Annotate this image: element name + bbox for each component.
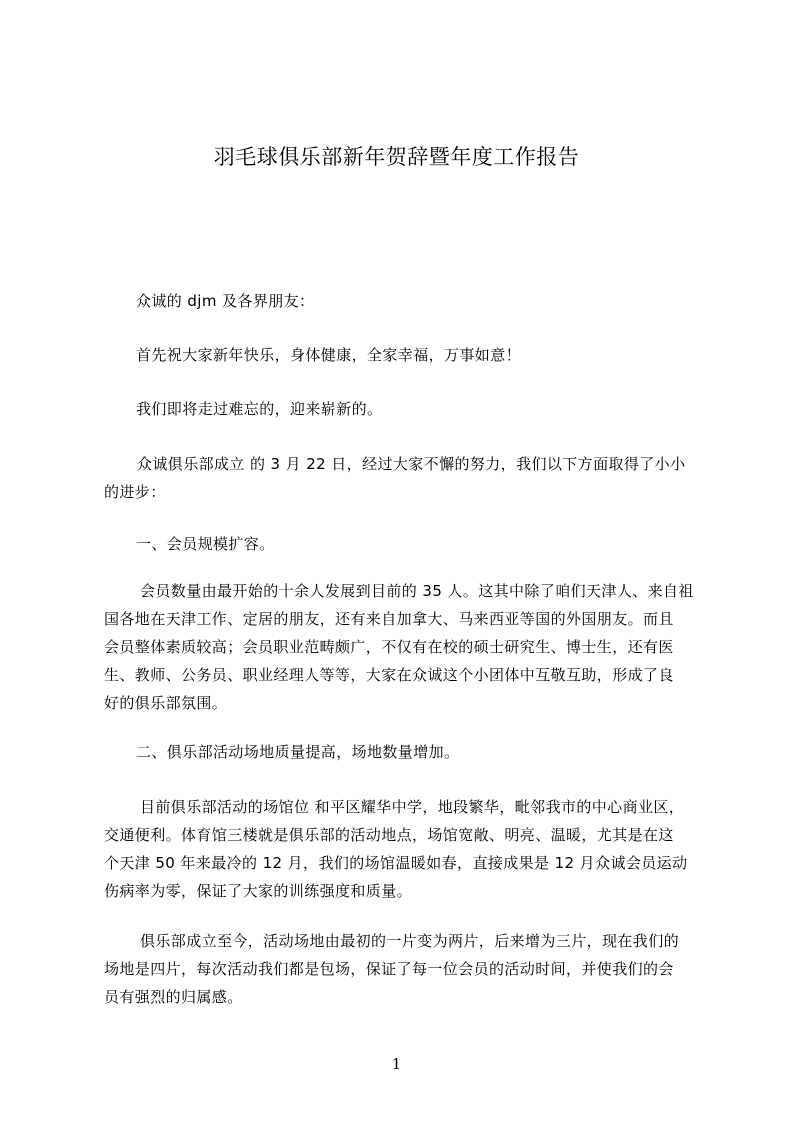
section2-line: 目前俱乐部活动的场馆位 和平区耀华中学，地段繁华，毗邻我市的中心商业区， [140,798,685,816]
page-number: 1 [391,1055,402,1073]
section2-line: 员有强烈的归属感。 [104,988,243,1006]
intro-line: 的进步： [104,483,166,501]
greeting-line: 众诚的 djm 及各界朋友： [136,292,315,310]
intro-paragraph [104,450,704,506]
farewell-line: 我们即将走过难忘的，迎来崭新的。 [136,400,383,418]
section2-line: 场地是四片，每次活动我们都是包场，保证了每一位会员的活动时间，并使我们的会 [104,960,674,978]
farewell-paragraph [104,395,704,423]
section1-line: 生、教师、公务员、职业经理人等等，大家在众诚这个小团体中互敬互助，形成了良 [104,666,674,684]
section1-heading-text: 一、会员规模扩容。 [136,535,275,553]
document-title: 羽毛球俱乐部新年贺辞暨年度工作报告 [213,145,580,169]
section1-line: 好的俱乐部氛围。 [104,694,228,712]
section2-paragraph-1 [104,793,704,905]
section1-line: 国各地在天津工作、定居的朋友，还有来自加拿大、马来西亚等国的外国朋友。而且 [104,610,674,628]
section2-heading [104,738,704,766]
section2-line: 交通便利。体育馆三楼就是俱乐部的活动地点，场馆宽敞、明亮、温暖，尤其是在这 [104,826,674,844]
section2-line: 俱乐部成立至今，活动场地由最初的一片变为两片，后来增为三片，现在我们的 [140,932,680,950]
wishes-paragraph [104,341,704,369]
section2-heading-text: 二、俱乐部活动场地质量提高，场地数量增加。 [136,743,460,761]
section1-line: 会员整体素质较高；会员职业范畴颇广，不仅有在校的硕士研究生、博士生，还有医 [104,638,674,656]
section2-line: 伤病率为零，保证了大家的训练强度和质量。 [104,882,413,900]
section1-paragraph [104,577,704,717]
section2-paragraph-2 [104,927,704,1011]
section1-line: 会员数量由最开始的十余人发展到目前的 35 人。这其中除了咱们天津人、来自祖 [140,582,694,600]
wishes-line: 首先祝大家新年快乐，身体健康，全家幸福，万事如意！ [136,346,522,364]
intro-line: 众诚俱乐部成立 的 3 月 22 日，经过大家不懈的努力，我们以下方面取得了小小 [137,455,686,473]
section2-line: 个天津 50 年来最冷的 12 月，我们的场馆温暖如春，直接成果是 12 月众诚会员运动 [104,854,688,872]
section1-heading [104,530,704,558]
greeting-paragraph [104,287,704,315]
